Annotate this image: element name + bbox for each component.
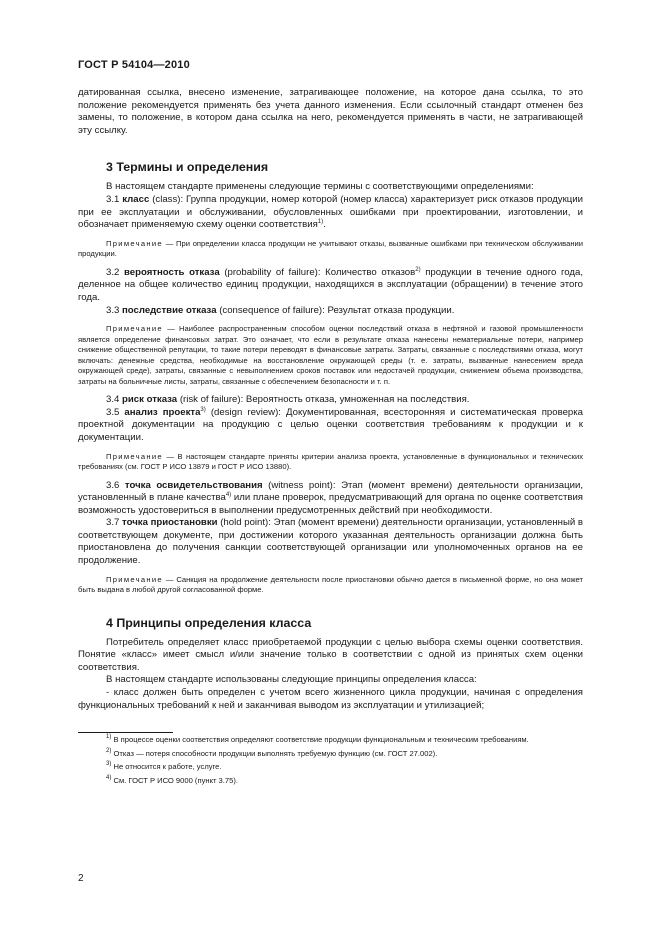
- footnote-separator: [78, 732, 173, 733]
- document-header: ГОСТ Р 54104—2010: [78, 59, 190, 71]
- term-3-2: 3.2 вероятность отказа (probability of failure): Количество отказов$^{2)}$ продукции в течение одного года, деленное на общее количество единиц продукции, находящихся в эксплуатации (обращении) в течение этого года.: [78, 266, 584, 303]
- section-4-title: 4 Принципы определения класса: [106, 615, 312, 630]
- term-name: последствие отказа: [122, 304, 217, 316]
- term-name: анализ проекта: [124, 406, 201, 418]
- term-3-4: 3.4 риск отказа (risk of failure): Вероятность отказа, умноженная на последствия.: [106, 394, 470, 406]
- note-3-7: Примечание — Санкция на продолжение деятельности после приостановки обычно дается в письменной форме, но она может быть выдана в любой другой согласованной форме.: [78, 574, 583, 595]
- term-name: риск отказа: [122, 394, 178, 406]
- footnote-ref: 3): [200, 406, 206, 413]
- footnote-ref: 2): [415, 266, 421, 273]
- term-name: точка приостановки: [122, 517, 218, 529]
- footnote-4: $^{4)}$ См. ГОСТ Р ИСО 9000 (пункт 3.75).: [106, 774, 238, 785]
- footnote-3: $^{3)}$ Не относится к работе, услуге.: [106, 761, 222, 772]
- page-number: 2: [78, 873, 84, 884]
- footnote-ref: 4): [225, 492, 232, 499]
- term-3-5: 3.5 анализ проекта$^{3)}$ (design review): Документированная, всесторонняя и систематическая проверка проектной документации на продукцию с целью оценки соответствия требованиям к продукции и к документации.: [78, 406, 583, 443]
- term-name: точка освидетельствования: [124, 479, 263, 491]
- intro-paragraph: датированная ссылка, внесено изменение, затрагивающее положение, на которое дана ссылка, то это положение рекомендуется применять без учета данного изменения. Если ссылочный стандарт отменен без замены, то положение, в котором дана ссылка на него, рекомендуется применять в части, не затрагивающей эту ссылку.: [78, 87, 583, 136]
- note-3-1: Примечание — При определении класса продукции не учитывают отказы, вызванные ошибками при техническом обслуживании продукции.: [78, 238, 583, 259]
- note-3-3: Примечание — Наиболее распространенным способом оценки последствий отказа в нефтяной и газовой промышленности является определение финансовых затрат. Это означает, что если в результате отказа нанесены нематериальные потери, например снижение общественной репутации, то такие потери переводят в финансовые затраты. Затраты, связанные с последствиями отказа, могут включать: денежные средства, необходимые на восстановление окружающей среды (т. е. затраты, вызванные нанесением вреда окружающей среде), затраты, связанные с невыполнением сроков поставок или недостачей продукции, снижением объема производства, затраты на больничные листы, затраты, связанные с обеспечением безопасности и т. п.: [78, 324, 583, 386]
- section-4-paragraph-2: В настоящем стандарте использованы следующие принципы определения класса:: [106, 674, 477, 686]
- term-3-7: 3.7 точка приостановки (hold point): Этап (момент времени) деятельности организации, установленный в соответствующем документе, при достижении которого указанная деятельность организации должна быть приостановлена до получения санкции соответствующей организации или уполномоченных органов на ее продолжение.: [78, 517, 583, 567]
- page-content: [78, 87, 583, 786]
- term-name: класс: [122, 193, 150, 205]
- term-3-6: 3.6 точка освидетельствования (witness point): Этап (момент времени) деятельности организации, установленный в плане качества$^{4)}$ или плане проверок, предусматривающий для органа по оценке соответствия возможность удостовериться в выполнении предусмотренных действий при необходимости.: [78, 479, 584, 516]
- section-4-list-item: - класс должен быть определен с учетом всего жизненного цикла продукции, начиная с определения функциональных требований к ней и заканчивая выводом из эксплуатации и утилизацией;: [78, 687, 583, 711]
- term-3-1: 3.1 класс (class): Группа продукции, номер которой (номер класса) характеризует риск отказов продукции при ее эксплуатации и обслуживании, обусловленных ошибками при проектировании, изготовлении, и обозначает применяемую схему оценки соответствия$^{1)}$.: [78, 193, 583, 231]
- section-3-title: 3 Термины и определения: [106, 160, 269, 175]
- footnote-1: $^{1)}$ В процессе оценки соответствия определяют соответствие продукции функциональным и техническим требованиям.: [106, 734, 529, 745]
- term-3-3: 3.3 последствие отказа (consequence of failure): Результат отказа продукции.: [106, 304, 455, 316]
- note-3-5: Примечание — В настоящем стандарте приняты критерии анализа проекта, установленные в функциональных и технических требованиях (см. ГОСТ Р ИСО 13879 и ГОСТ Р ИСО 13880).: [78, 451, 583, 471]
- section-4-paragraph-1: Потребитель определяет класс приобретаемой продукции с целью выбора схемы оценки соответствия. Понятие «класс» имеет смысл и/или значение только в соответствии с одной из принятых схем оценки соответствия.: [78, 636, 583, 673]
- footnote-ref: 1): [317, 219, 324, 226]
- term-name: вероятность отказа: [124, 266, 220, 278]
- footnote-2: $^{2)}$ Отказ — потеря способности продукции выполнять требуемую функцию (см. ГОСТ 27.002).: [106, 747, 438, 758]
- section-3-lead: В настоящем стандарте применены следующие термины с соответствующими определениями:: [106, 181, 534, 193]
